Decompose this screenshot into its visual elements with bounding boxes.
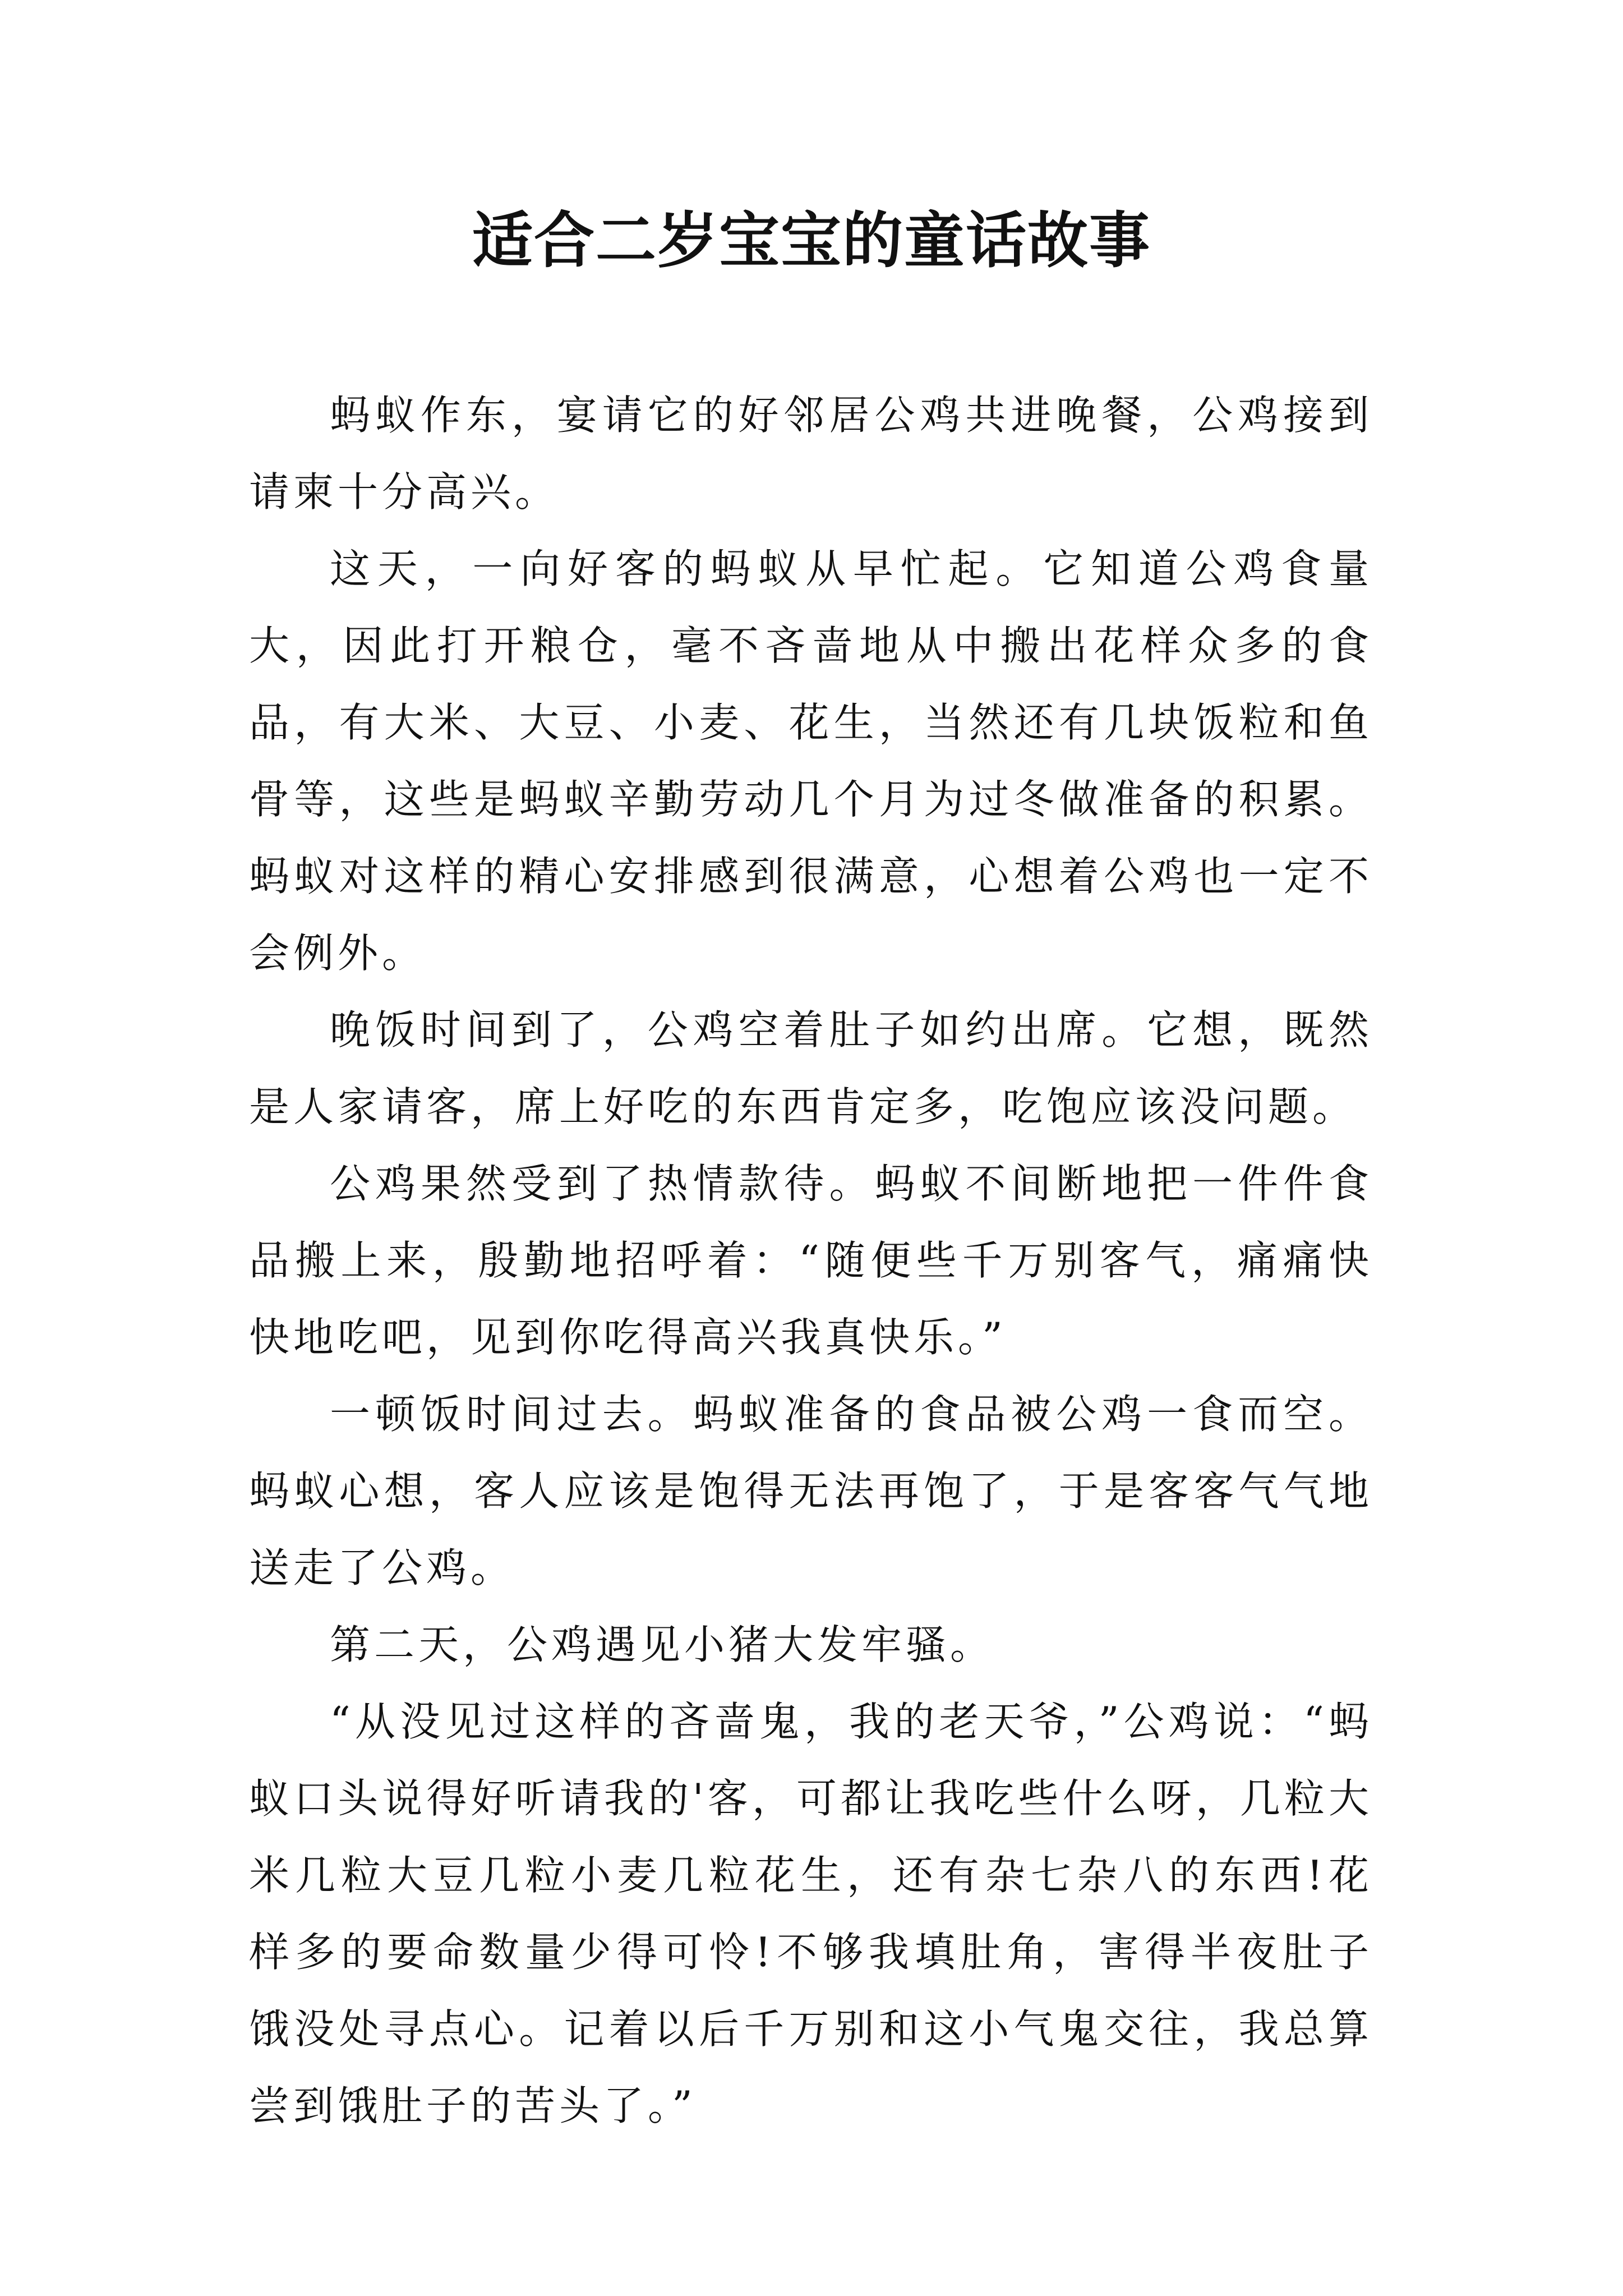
paragraph: 晚饭时间到了，公鸡空着肚子如约出席。它想，既然是人家请客，席上好吃的东西肯定多，吃饱应该没问题。 bbox=[249, 1006, 1373, 1130]
paragraph: 第二天，公鸡遇见小猪大发牢骚。 bbox=[330, 1621, 995, 1668]
paragraph: 蚂蚁作东，宴请它的好邻居公鸡共进晚餐，公鸡接到请柬十分高兴。 bbox=[249, 392, 1373, 516]
paragraph: 一顿饭时间过去。蚂蚁准备的食品被公鸡一食而空。蚂蚁心想，客人应该是饱得无法再饱了，于是客客气气地送走了公鸡。 bbox=[249, 1391, 1373, 1591]
document-body bbox=[249, 377, 1373, 2145]
document-title: 适合二岁宝宝的童话故事 bbox=[472, 206, 1151, 276]
paragraph: “从没见过这样的吝啬鬼，我的老天爷，”公鸡说：“蚂蚁口头说得好听请我的'客，可都让我吃些什么呀，几粒大米几粒大豆几粒小麦几粒花生，还有杂七杂八的东西!花样多的要命数量少得可怜!不够我填肚角，害得半夜肚子饿没处寻点心。记着以后千万别和这小气鬼交往，我总算尝到饿肚子的苦头了。” bbox=[249, 1698, 1373, 2129]
paragraph: 这天，一向好客的蚂蚁从早忙起。它知道公鸡食量大，因此打开粮仓，毫不吝啬地从中搬出花样众多的食品，有大米、大豆、小麦、花生，当然还有几块饭粒和鱼骨等，这些是蚂蚁辛勤劳动几个月为过冬做准备的积累。蚂蚁对这样的精心安排感到很满意，心想着公鸡也一定不会例外。 bbox=[249, 545, 1373, 977]
paragraph: 公鸡果然受到了热情款待。蚂蚁不间断地把一件件食品搬上来，殷勤地招呼着：“随便些千万别客气，痛痛快快地吃吧，见到你吃得高兴我真快乐。” bbox=[249, 1160, 1373, 1361]
